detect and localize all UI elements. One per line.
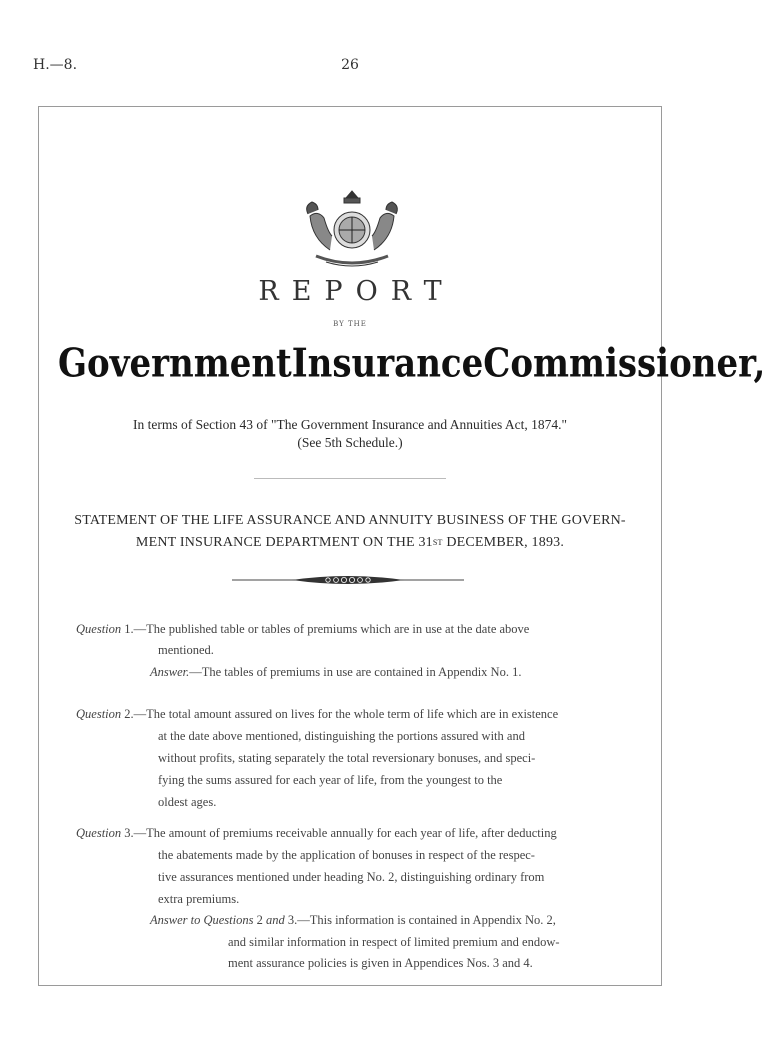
- question-2-line-1: Question 2.—The total amount assured on lives for the whole term of life which are in existence: [76, 707, 559, 721]
- gothic-word-commissioner: Commissioner,: [483, 341, 765, 387]
- statement-heading: [66, 510, 634, 554]
- gothic-word-government: Government: [58, 341, 292, 387]
- page-number: 26: [341, 57, 359, 73]
- question-1-line-1: Question 1.—The published table or tables of premiums which are in use at the date above: [76, 622, 530, 636]
- gothic-heading: [58, 331, 765, 398]
- question-3-line-2: the abatements made by the application of bonuses in respect of the respec-: [158, 848, 535, 862]
- statement-line-2: MENT INSURANCE DEPARTMENT ON THE 31ST DECEMBER, 1893.: [135, 535, 565, 550]
- question-2-line-3: without profits, stating separately the total reversionary bonuses, and speci-: [158, 751, 536, 765]
- question-2-line-2: at the date above mentioned, distinguishing the portions assured with and: [158, 729, 525, 743]
- terms-line-2: (See 5th Schedule.): [297, 435, 403, 450]
- statement-line-1: STATEMENT OF THE LIFE ASSURANCE AND ANNUITY BUSINESS OF THE GOVERN-: [74, 513, 626, 528]
- answer-2-3-line-3: ment assurance policies is given in Appendices Nos. 3 and 4.: [228, 956, 533, 970]
- question-1-line-2: mentioned.: [158, 643, 214, 657]
- terms-of-section: [60, 416, 640, 452]
- divider-rule: [254, 478, 446, 479]
- by-the-label: BY THE: [333, 320, 367, 328]
- answer-2-3-line-2: and similar information in respect of limited premium and endow-: [228, 935, 560, 949]
- ornamental-rule: [232, 573, 464, 587]
- report-title: REPORT: [258, 276, 455, 307]
- coat-of-arms-emblem: [286, 188, 418, 268]
- document-code: H.—8.: [33, 57, 78, 73]
- question-3-line-1: Question 3.—The amount of premiums receivable annually for each year of life, after deducting: [76, 826, 557, 840]
- question-3-line-4: extra premiums.: [158, 892, 240, 906]
- answer-1: Answer.—The tables of premiums in use are contained in Appendix No. 1.: [150, 665, 522, 679]
- question-2-line-4: fying the sums assured for each year of life, from the youngest to the: [158, 773, 503, 787]
- question-3-line-3: tive assurances mentioned under heading No. 2, distinguishing ordinary from: [158, 870, 545, 884]
- question-2-line-5: oldest ages.: [158, 795, 217, 809]
- gothic-word-insurance: Insurance: [291, 341, 484, 387]
- ordinal-suffix: ST: [432, 538, 443, 547]
- terms-line-1: In terms of Section 43 of "The Government Insurance and Annuities Act, 1874.": [133, 417, 567, 432]
- answer-2-3-line-1: Answer to Questions 2 and 3.—This information is contained in Appendix No. 2,: [150, 913, 556, 927]
